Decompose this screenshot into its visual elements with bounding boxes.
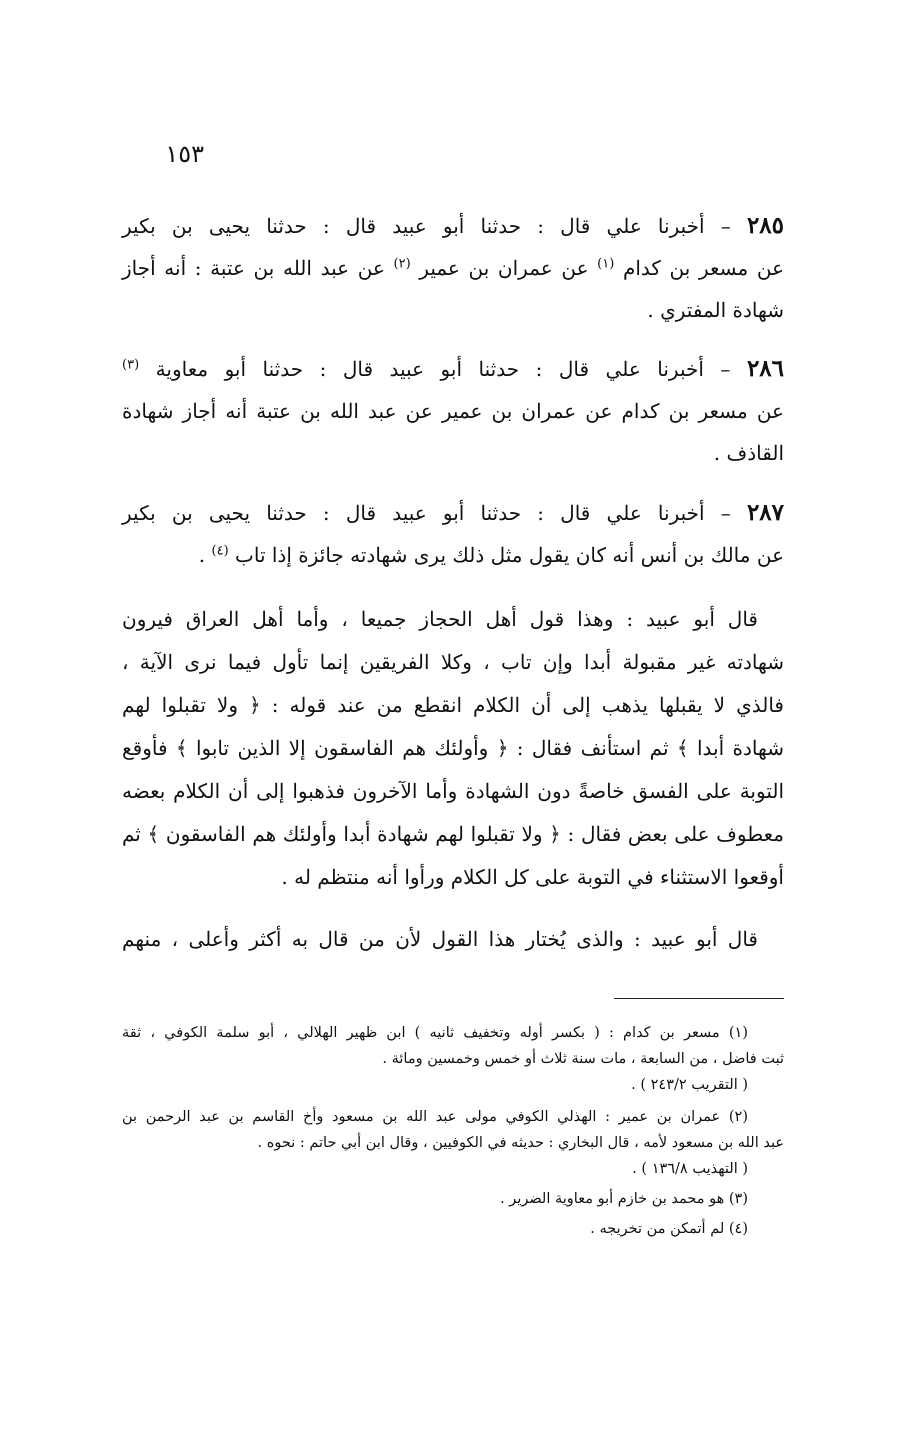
entry-line: ٢٨٦ – أخبرنا علي قال : حدثنا أبو عبيد قال : حدثنا أبو معاوية $^{(٣)}$ bbox=[122, 355, 784, 382]
paragraph-line: أوقعوا الاستثناء في التوبة على كل الكلام ورأوا أنه منتظم له . bbox=[281, 865, 784, 889]
footnote-ref[interactable]: (١) bbox=[597, 256, 615, 272]
footnote: ثبت فاضل ، من السابعة ، مات سنة ثلاث أو خمس وخمسين ومائة . bbox=[382, 1051, 784, 1067]
hadith-entry-285 bbox=[122, 205, 784, 331]
paragraph-line: معطوف على بعض فقال : ﴿ ولا تقبلوا لهم شهادة أبدا وأولئك هم الفاسقون ﴾ ثم bbox=[122, 822, 784, 846]
entry-line: عن مسعر بن كدام $^{(١)}$ عن عمران بن عمير $^{(٢)}$ عن عبد الله بن عتبة : أنه أجاز bbox=[122, 256, 784, 280]
paragraph-line: فالذي لا يقبلها يذهب إلى أن الكلام انقطع من عند قوله : ﴿ ولا تقبلوا لهم bbox=[122, 693, 784, 717]
footnote-ref[interactable]: (٣) bbox=[122, 357, 140, 373]
hadith-entry-287 bbox=[122, 492, 784, 576]
commentary-paragraph bbox=[122, 598, 784, 899]
paragraph-line: قال أبو عبيد : وهذا قول أهل الحجاز جميعا ، وأما أهل العراق فيرون bbox=[122, 607, 758, 631]
footnotes bbox=[122, 1020, 784, 1242]
entry-line: القاذف . bbox=[713, 441, 784, 465]
footnote: (٢) عمران بن عمير : الهذلي الكوفي مولى عبد الله بن مسعود وأخ القاسم بن عبد الرحمن بن bbox=[122, 1109, 748, 1125]
entry-line: عن مسعر بن كدام عن عمران بن عمير عن عبد الله بن عتبة أنه أجاز شهادة bbox=[122, 399, 784, 423]
entry-line: ٢٨٧ – أخبرنا علي قال : حدثنا أبو عبيد قال : حدثنا يحيى بن بكير bbox=[122, 499, 785, 526]
page-number: ١٥٣ bbox=[165, 140, 204, 168]
entry-line: شهادة المفتري . bbox=[647, 298, 784, 322]
footnote: (٤) لم أتمكن من تخريجه . bbox=[590, 1221, 748, 1237]
entry-number: ٢٨٥ bbox=[746, 212, 785, 239]
paragraph-line: قال أبو عبيد : والذى يُختار هذا القول لأن من قال به أكثر وأعلى ، منهم bbox=[122, 927, 758, 951]
entry-line: عن مالك بن أنس أنه كان يقول مثل ذلك يرى شهادته جائزة إذا تاب $^{(٤)}$ . bbox=[198, 543, 784, 567]
footnote-divider bbox=[614, 998, 784, 999]
footnote-ref[interactable]: (٢) bbox=[393, 256, 411, 272]
entry-line: ٢٨٥ – أخبرنا علي قال : حدثنا أبو عبيد قال : حدثنا يحيى بن بكير bbox=[122, 212, 785, 239]
footnote: (١) مسعر بن كدام : ( بكسر أوله وتخفيف ثانيه ) ابن ظهير الهلالي ، أبو سلمة الكوفي ، ثقة bbox=[122, 1025, 748, 1041]
footnote: (٣) هو محمد بن خازم أبو معاوية الضرير . bbox=[500, 1191, 748, 1207]
footnote: عبد الله بن مسعود لأمه ، قال البخاري : حديثه في الكوفيين ، وقال ابن أبي حاتم : نحوه . bbox=[257, 1135, 784, 1151]
footnote-reference: ( التقريب ٢٤٣/٢ ) . bbox=[631, 1077, 748, 1093]
hadith-entry-286 bbox=[122, 348, 784, 474]
footnote-reference: ( التهذيب ١٣٦/٨ ) . bbox=[632, 1161, 748, 1177]
paragraph-line: التوبة على الفسق خاصةً دون الشهادة وأما الآخرون فذهبوا إلى أن الكلام بعضه bbox=[122, 779, 784, 803]
entry-number: ٢٨٦ bbox=[746, 355, 784, 382]
footnote-ref[interactable]: (٤) bbox=[211, 543, 229, 559]
entry-number: ٢٨٧ bbox=[746, 499, 785, 526]
paragraph-line: شهادة أبدا ﴾ ثم استأنف فقال : ﴿ وأولئك هم الفاسقون إلا الذين تابوا ﴾ فأوقع bbox=[122, 736, 784, 760]
commentary-paragraph-2 bbox=[122, 918, 784, 960]
paragraph-line: شهادته غير مقبولة أبدا وإن تاب ، وكلا الفريقين إنما تأول فيما نرى الآية ، bbox=[122, 650, 784, 674]
